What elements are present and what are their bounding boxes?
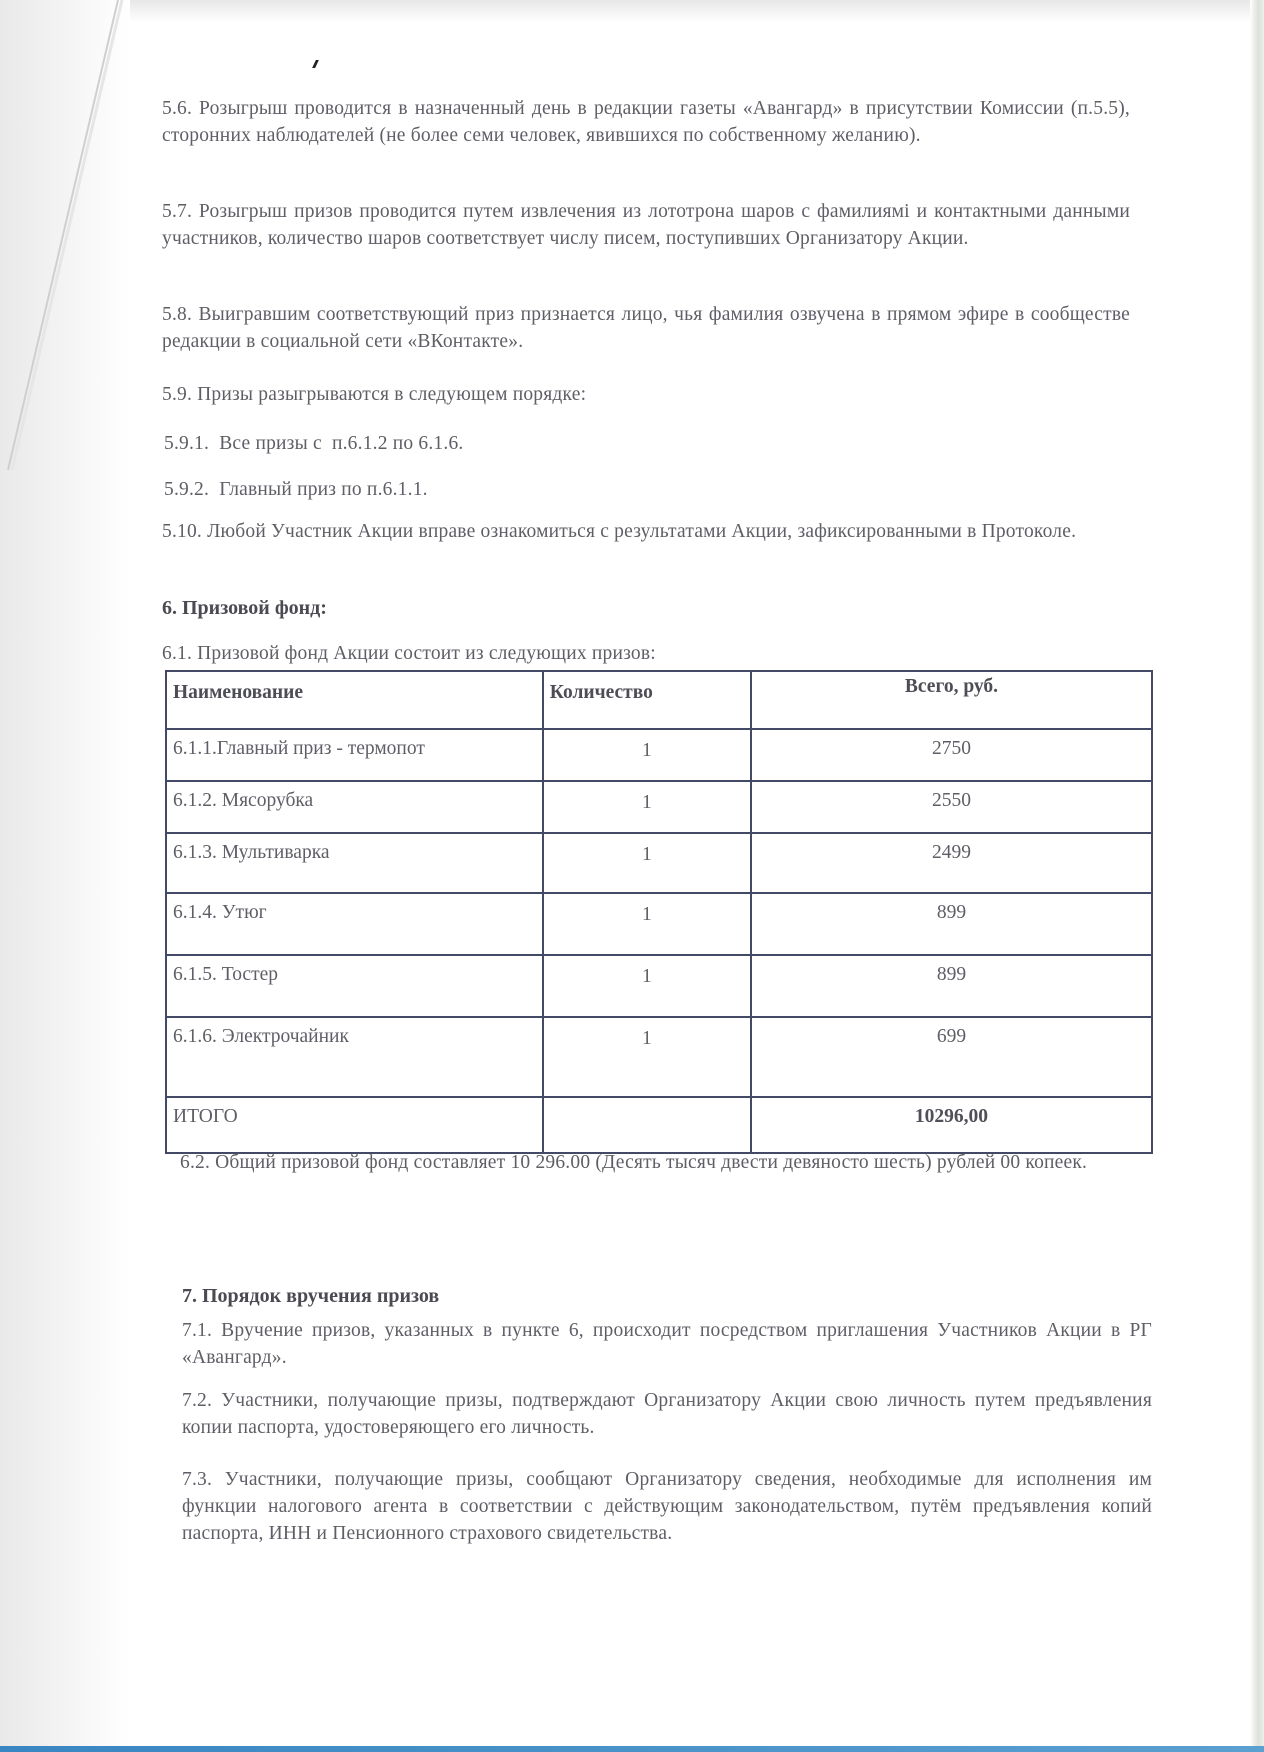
- cell-total: 699: [751, 1017, 1152, 1097]
- header-total: Всего, руб.: [751, 671, 1152, 729]
- cell-name: 6.1.1.Главный приз - термопот: [166, 729, 543, 781]
- paragraph-5-10: 5.10. Любой Участник Акции вправе ознакомиться с результатами Акции, зафиксированными в Протоколе.: [162, 521, 1077, 542]
- cell-quantity: 1: [543, 1017, 751, 1097]
- cell-total: 2550: [751, 781, 1152, 833]
- section-6-heading: 6. Призовой фонд:: [162, 597, 327, 619]
- table-header-row: [166, 671, 1152, 729]
- cell-total-label: ИТОГО: [166, 1097, 543, 1153]
- table-row: [166, 781, 1152, 833]
- paragraph-5-9-2: 5.9.2. Главный приз по п.6.1.1.: [164, 479, 428, 500]
- cell-name: 6.1.3. Мультиварка: [166, 833, 543, 893]
- cell-name: 6.1.2. Мясорубка: [166, 781, 543, 833]
- header-quantity: Количество: [543, 671, 751, 729]
- cell-quantity: 1: [543, 781, 751, 833]
- paragraph-7-1: 7.1. Вручение призов, указанных в пункте 6, происходит посредством приглашения Участников Акции в РГ «Авангард».: [182, 1320, 1152, 1368]
- paragraph-5-7: 5.7. Розыгрыш призов проводится путем извлечения из лототрона шаров с фамилиямі и контактными данными участников, количество шаров соответствует числу писем, поступивших Организатору Акции.: [162, 201, 1130, 249]
- table-row: [166, 833, 1152, 893]
- scan-top-shadow: [0, 0, 1264, 22]
- header-name: Наименование: [166, 671, 543, 729]
- scan-right-edge: [1250, 0, 1264, 1752]
- cell-total: 899: [751, 955, 1152, 1017]
- scan-bottom-edge: [0, 1746, 1264, 1752]
- table-row: [166, 893, 1152, 955]
- table-row: [166, 955, 1152, 1017]
- paragraph-7-3: 7.3. Участники, получающие призы, сообщают Организатору сведения, необходимые для исполнения им функции налогового агента в соответствии с действующим законодательством, путём предъявления копий паспорта, ИНН и Пенсионного страхового свидетельства.: [182, 1469, 1152, 1544]
- table-row: [166, 729, 1152, 781]
- cell-name: 6.1.4. Утюг: [166, 893, 543, 955]
- cell-name: 6.1.6. Электрочайник: [166, 1017, 543, 1097]
- paragraph-6-2: 6.2. Общий призовой фонд составляет 10 296.00 (Десять тысяч двести девяносто шесть) рублей 00 копеек.: [180, 1152, 1088, 1173]
- cell-name: 6.1.5. Тостер: [166, 955, 543, 1017]
- prize-table: [165, 670, 1153, 1154]
- cell-total: 2750: [751, 729, 1152, 781]
- paragraph-6-1: 6.1. Призовой фонд Акции состоит из следующих призов:: [162, 643, 656, 664]
- cell-grand-total: 10296,00: [751, 1097, 1152, 1153]
- paragraph-5-6: 5.6. Розыгрыш проводится в назначенный день в редакции газеты «Авангард» в присутствии Комиссии (п.5.5), сторонних наблюдателей (не более семи человек, явившихся по собственному желанию).: [162, 98, 1130, 146]
- cell-quantity: 1: [543, 955, 751, 1017]
- paragraph-5-9: 5.9. Призы разыгрываются в следующем порядке:: [162, 384, 587, 405]
- ink-mark: [312, 60, 319, 68]
- cell-quantity: 1: [543, 833, 751, 893]
- table-total-row: [166, 1097, 1152, 1153]
- section-7-heading: 7. Порядок вручения призов: [182, 1285, 440, 1307]
- paragraph-7-2: 7.2. Участники, получающие призы, подтверждают Организатору Акции свою личность путем предъявления копии паспорта, удостоверяющего его личность.: [182, 1390, 1152, 1438]
- cell-total: 2499: [751, 833, 1152, 893]
- cell-quantity: 1: [543, 893, 751, 955]
- cell-quantity: 1: [543, 729, 751, 781]
- cell-total: 899: [751, 893, 1152, 955]
- paragraph-5-8: 5.8. Выигравшим соответствующий приз признается лицо, чья фамилия озвучена в прямом эфире в сообществе редакции в социальной сети «ВКонтакте».: [162, 304, 1130, 352]
- paragraph-5-9-1: 5.9.1. Все призы с п.6.1.2 по 6.1.6.: [164, 433, 464, 454]
- table-row: [166, 1017, 1152, 1097]
- paper-fold-edge: [0, 0, 130, 520]
- cell-total-quantity: [543, 1097, 751, 1153]
